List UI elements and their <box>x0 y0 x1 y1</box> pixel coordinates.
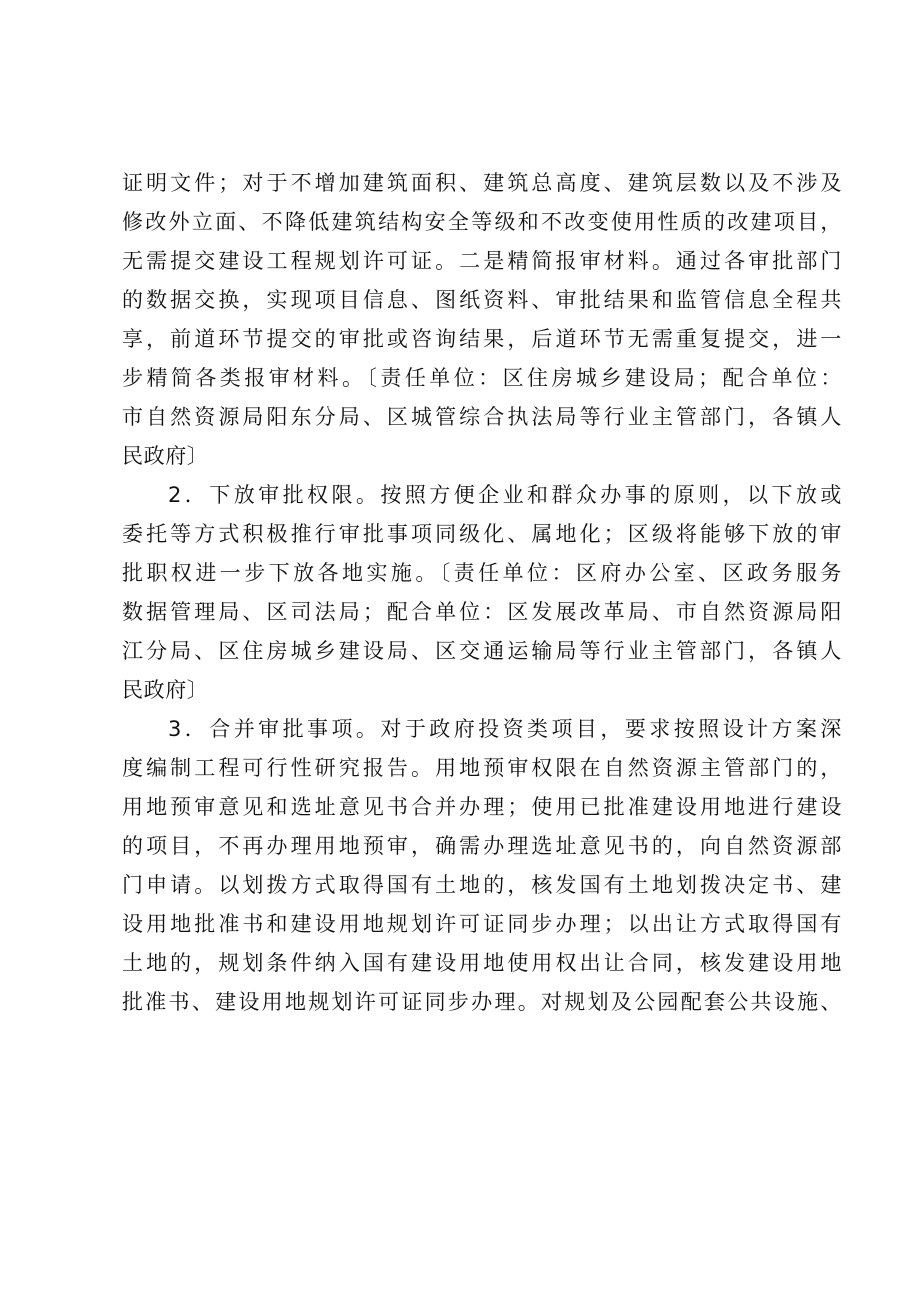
text-line: 数据管理局、区司法局；配合单位：区发展改革局、市自然资源局阳 <box>122 600 842 624</box>
text-line: 度编制工程可行性研究报告。用地预审权限在自然资源主管部门的， <box>122 756 842 780</box>
text-line: 的数据交换，实现项目信息、图纸资料、审批结果和监管信息全程共 <box>122 288 842 312</box>
text-line: 步精简各类报审材料。〔责任单位：区住房城乡建设局；配合单位： <box>122 366 842 390</box>
text-line: 土地的，规划条件纳入国有建设用地使用权出让合同，核发建设用地 <box>122 951 842 975</box>
text-line: 批职权进一步下放各地实施。〔责任单位：区府办公室、区政务服务 <box>122 561 842 585</box>
text-line: 无需提交建设工程规划许可证。二是精简报审材料。通过各审批部门 <box>122 249 842 273</box>
text-line: 民政府〕 <box>122 678 209 702</box>
text-line: 门申请。以划拨方式取得国有土地的，核发国有土地划拨决定书、建 <box>122 873 842 897</box>
text-line: 批准书、建设用地规划许可证同步办理。对规划及公园配套公共设施、 <box>122 990 842 1014</box>
text-line: 3．合并审批事项。对于政府投资类项目，要求按照设计方案深 <box>168 717 842 741</box>
text-line: 民政府〕 <box>122 444 209 468</box>
text-line: 修改外立面、不降低建筑结构安全等级和不改变使用性质的改建项目， <box>122 210 842 234</box>
text-line: 的项目，不再办理用地预审，确需办理选址意见书的，向自然资源部 <box>122 834 842 858</box>
text-line: 证明文件；对于不增加建筑面积、建筑总高度、建筑层数以及不涉及 <box>122 171 842 195</box>
text-line: 江分局、区住房城乡建设局、区交通运输局等行业主管部门，各镇人 <box>122 639 842 663</box>
text-line: 用地预审意见和选址意见书合并办理；使用已批准建设用地进行建设 <box>122 795 842 819</box>
text-line: 设用地批准书和建设用地规划许可证同步办理；以出让方式取得国有 <box>122 912 842 936</box>
text-line: 2．下放审批权限。按照方便企业和群众办事的原则，以下放或 <box>168 483 842 507</box>
text-line: 享，前道环节提交的审批或咨询结果，后道环节无需重复提交，进一 <box>122 327 842 351</box>
text-line: 委托等方式积极推行审批事项同级化、属地化；区级将能够下放的审 <box>122 522 842 546</box>
body-text <box>122 164 842 1022</box>
text-line: 市自然资源局阳东分局、区城管综合执法局等行业主管部门，各镇人 <box>122 405 842 429</box>
